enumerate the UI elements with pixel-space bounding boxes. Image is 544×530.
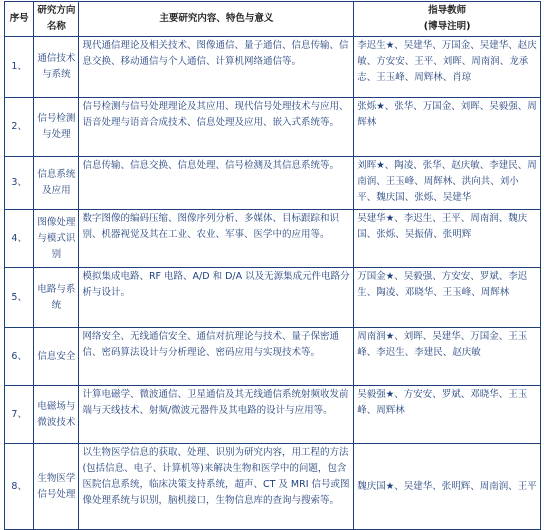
row-num: 4、 <box>5 210 34 268</box>
row-content: 模拟集成电路、RF 电路、A/D 和 D/A 以及无源集成元件电路分析与设计。 <box>79 268 354 328</box>
row-teachers: 李迟生★、吴建华、万国金、吴建华、赵庆敏、方安安、王平、刘晖、周南润、龙承志、王玉峰、周辉林、肖琼 <box>354 37 541 98</box>
row-direction: 信号检测与处理 <box>34 98 79 157</box>
table-row <box>5 98 541 157</box>
row-content: 信号检测与信号处理理论及其应用、现代信号处理技术与应用、语音处理与语音合成技术、信息处理及应用、嵌入式系统等。 <box>79 98 354 157</box>
row-direction: 生物医学信号处理 <box>34 444 79 530</box>
row-content: 以生物医学信息的获取、处理、识别为研究内容，用工程的方法(包括信息、电子、计算机等)来解决生物和医学中的问题，包含医院信息系统，临床决策支持系统，超声、CT 及 MRI 信号或图像处理系统与识别，脑机接口，生物信息库的查询与搜索等。 <box>79 444 354 530</box>
table-row <box>5 444 541 530</box>
row-num: 6、 <box>5 328 34 386</box>
table-row <box>5 37 541 98</box>
row-num: 5、 <box>5 268 34 328</box>
row-teachers: 周南润★、刘晖、吴建华、万国金、王玉峰、李迟生、李建民、赵庆敏 <box>354 328 541 386</box>
header-teachers-line1: 指导教师 <box>428 5 467 16</box>
table-row <box>5 210 541 268</box>
header-seq: 序号 <box>5 2 34 37</box>
row-direction: 电路与系统 <box>34 268 79 328</box>
row-teachers: 万国金★、吴毅强、方安安、罗斌、李迟生、陶凌、邓晓华、王玉峰、周辉林 <box>354 268 541 328</box>
table-header-row <box>5 2 541 37</box>
row-teachers: 魏庆国★、吴建华、张明辉、周南润、王平 <box>354 444 541 530</box>
row-num: 3、 <box>5 157 34 210</box>
row-content: 现代通信理论及相关技术、图像通信、量子通信、信息传输、信息交换、移动通信与个人通信、计算机网络通信等。 <box>79 37 354 98</box>
row-direction: 信息系统及应用 <box>34 157 79 210</box>
row-direction: 信息安全 <box>34 328 79 386</box>
row-direction: 通信技术与系统 <box>34 37 79 98</box>
header-teachers-line2: (博导注明) <box>423 21 471 32</box>
research-directions-table <box>4 1 541 530</box>
row-content: 数字图像的编码压缩、图像序列分析、多媒体、目标跟踪和识别、机器视觉及其在工业、农业、军事、医学中的应用等。 <box>79 210 354 268</box>
row-teachers: 吴建华★、李迟生、王平、周南润、魏庆国、张烁、吴振倩、张明辉 <box>354 210 541 268</box>
row-content: 信息传输、信息交换、信息处理、信号检测及其信息系统等。 <box>79 157 354 210</box>
table-row <box>5 328 541 386</box>
row-num: 2、 <box>5 98 34 157</box>
header-teachers <box>354 2 541 37</box>
row-direction: 电磁场与微波技术 <box>34 386 79 444</box>
header-content: 主要研究内容、特色与意义 <box>79 2 354 37</box>
row-teachers: 张烁★、张华、万国金、刘晖、吴毅强、周辉林 <box>354 98 541 157</box>
row-teachers: 吴毅强★、方安安、罗斌、邓晓华、王玉峰、周辉林 <box>354 386 541 444</box>
row-teachers: 刘晖★、陶凌、张华、赵庆敏、李建民、周南润、王玉峰、周辉林、洪向共、刘小平、魏庆国、张烁、吴建华 <box>354 157 541 210</box>
row-num: 1、 <box>5 37 34 98</box>
row-direction: 图像处理与模式识别 <box>34 210 79 268</box>
row-num: 7、 <box>5 386 34 444</box>
table-row <box>5 386 541 444</box>
table-row <box>5 268 541 328</box>
row-num: 8、 <box>5 444 34 530</box>
row-content: 计算电磁学、微波通信、卫星通信及其无线通信系统射频收发前端与天线技术、射频/微波元器件及其电路的设计与应用等。 <box>79 386 354 444</box>
header-direction: 研究方向名称 <box>34 2 79 37</box>
table-row <box>5 157 541 210</box>
row-content: 网络安全、无线通信安全、通信对抗理论与技术、量子保密通信、密码算法设计与分析理论、密码应用与实现技术等。 <box>79 328 354 386</box>
